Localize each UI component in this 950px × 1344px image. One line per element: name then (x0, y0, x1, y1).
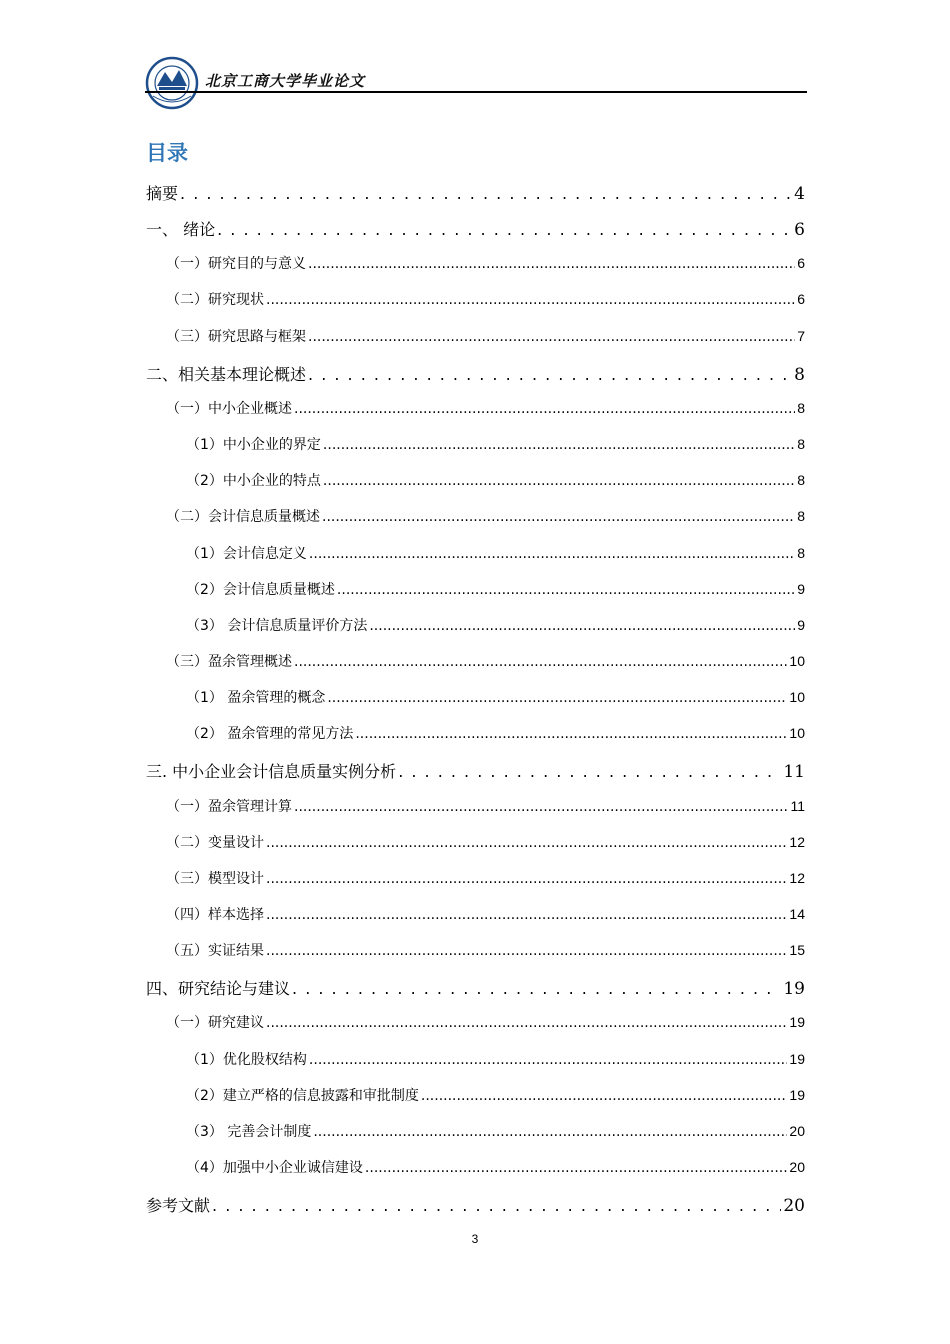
toc-entry-page: 11 (790, 797, 805, 814)
toc-entry[interactable] (186, 470, 805, 490)
toc-entry-title: （一）盈余管理计算 (166, 798, 292, 815)
toc-entry-page: 19 (789, 1014, 805, 1031)
toc-entry-page: 8 (794, 364, 805, 385)
toc-entry-page: 20 (789, 1159, 805, 1176)
toc-entry[interactable] (166, 398, 805, 418)
toc-entry[interactable] (186, 723, 805, 743)
toc-entry-title: （2） 盈余管理的常见方法 (186, 726, 354, 743)
toc-entry-title: （三）研究思路与框架 (166, 328, 306, 345)
toc-entry[interactable] (166, 651, 805, 671)
toc-entry[interactable] (146, 976, 805, 999)
toc-leader-dots (266, 835, 787, 851)
toc-entry-title: （二）会计信息质量概述 (166, 509, 320, 526)
toc-entry-title: （2）建立严格的信息披露和审批制度 (186, 1087, 419, 1104)
toc-entry-title: （二）研究现状 (166, 292, 264, 309)
toc-leader-dots (180, 184, 792, 203)
toc-entry-page: 6 (794, 220, 805, 241)
toc-entry-page: 8 (797, 399, 805, 416)
toc-entry-title: 摘要 (146, 184, 179, 203)
toc-entry-page: 15 (789, 942, 805, 959)
toc-entry-title: （一）中小企业概述 (166, 400, 292, 417)
toc-leader-dots (266, 292, 795, 308)
toc-leader-dots (266, 1015, 787, 1031)
toc-entry[interactable] (146, 181, 805, 204)
toc-entry-page: 20 (789, 1122, 805, 1139)
toc-entry-title: （1）中小企业的界定 (186, 437, 321, 454)
toc-leader-dots (266, 943, 787, 959)
toc-entry-title: 三. 中小企业会计信息质量实例分析 (146, 762, 397, 782)
toc-entry[interactable] (186, 434, 805, 454)
toc-leader-dots (266, 907, 787, 923)
toc-leader-dots (355, 726, 787, 742)
toc-entry-page: 7 (797, 327, 805, 344)
toc-entry-title: （一）研究目的与意义 (166, 256, 306, 273)
toc-leader-dots (369, 618, 795, 634)
toc-entry-page: 8 (797, 472, 805, 489)
toc-entry[interactable] (166, 832, 805, 852)
toc-entry[interactable] (166, 796, 805, 816)
toc-entry[interactable] (166, 904, 805, 924)
toc-entry[interactable] (186, 615, 805, 635)
toc-entry-title: （4）加强中小企业诚信建设 (186, 1160, 363, 1177)
toc-entry[interactable] (186, 1085, 805, 1105)
toc-entry-page: 4 (794, 184, 805, 204)
toc-entry-title: 参考文献 (146, 1196, 211, 1216)
header-title: 北京工商大学毕业论文 (205, 72, 366, 90)
toc-leader-dots (323, 437, 795, 453)
toc-leader-dots (308, 256, 795, 272)
toc-leader-dots (323, 473, 795, 489)
toc-leader-dots (217, 220, 792, 239)
toc-entry-page: 12 (789, 833, 805, 850)
toc-entry-page: 10 (789, 725, 805, 742)
toc-entry-title: 二、相关基本理论概述 (146, 364, 307, 384)
toc-leader-dots (309, 546, 795, 562)
toc-entry-page: 8 (797, 508, 805, 525)
toc-leader-dots (294, 401, 795, 417)
toc-entry[interactable] (146, 217, 805, 240)
toc-entry[interactable] (186, 687, 805, 707)
toc-entry-title: 一、 绪论 (146, 220, 216, 240)
toc-entry[interactable] (146, 759, 805, 782)
page-number: 3 (471, 1232, 479, 1246)
toc-entry[interactable] (186, 1049, 805, 1069)
toc-leader-dots (322, 509, 795, 525)
toc-entry-title: 四、研究结论与建议 (146, 979, 291, 999)
toc-entry-page: 20 (783, 1196, 805, 1217)
toc-leader-dots (266, 871, 787, 887)
toc-entry[interactable] (166, 506, 805, 526)
toc-leader-dots (308, 329, 795, 345)
toc-entry-title: （三）模型设计 (166, 870, 264, 887)
toc-entry-page: 6 (797, 291, 805, 308)
toc-entry-title: （三）盈余管理概述 (166, 653, 292, 670)
toc-entry[interactable] (186, 579, 805, 599)
toc-entry-page: 9 (797, 616, 805, 633)
toc-entry-title: （1）会计信息定义 (186, 545, 307, 562)
toc-entry-page: 8 (797, 436, 805, 453)
toc-entry-page: 8 (797, 544, 805, 561)
toc-entry-page: 12 (789, 869, 805, 886)
toc-entry-page: 10 (789, 689, 805, 706)
toc-entry[interactable] (166, 868, 805, 888)
toc-entry-title: （1）优化股权结构 (186, 1051, 307, 1068)
toc-leader-dots (421, 1088, 788, 1104)
toc-entry-title: （五）实证结果 (166, 943, 264, 960)
toc-leader-dots (327, 690, 787, 706)
toc-leader-dots (294, 799, 788, 815)
toc-entry-page: 19 (783, 979, 805, 1000)
toc-entry-title: （1） 盈余管理的概念 (186, 690, 326, 707)
toc-leader-dots (212, 1196, 781, 1215)
toc-entry-title: （3） 会计信息质量评价方法 (186, 617, 368, 634)
toc-leader-dots (308, 365, 792, 384)
toc-entry-title: （2）中小企业的特点 (186, 473, 321, 490)
toc-entry-title: （四）样本选择 (166, 907, 264, 923)
toc-entry-page: 11 (783, 762, 805, 783)
toc-entry-page: 9 (797, 580, 805, 597)
toc-entry-page: 14 (789, 906, 805, 922)
toc-leader-dots (365, 1160, 788, 1176)
toc-entry-page: 19 (789, 1086, 805, 1103)
toc-entry[interactable] (166, 253, 805, 273)
toc-entry[interactable] (166, 326, 805, 346)
toc-entry-page: 6 (797, 255, 805, 272)
toc-entry[interactable] (186, 1121, 805, 1141)
toc-entry[interactable] (166, 940, 805, 960)
toc-entry[interactable] (146, 1193, 805, 1216)
toc-leader-dots (294, 654, 787, 670)
toc-leader-dots (292, 979, 781, 998)
toc-heading: 目录 (146, 141, 188, 165)
toc-entry-title: （2）会计信息质量概述 (186, 581, 335, 598)
toc-entry-page: 10 (789, 652, 805, 669)
toc-entry-page: 19 (789, 1050, 805, 1067)
toc-entry[interactable] (186, 1157, 805, 1177)
toc-entry[interactable] (166, 1012, 805, 1032)
toc-leader-dots (398, 762, 781, 781)
toc-entry-title: （3） 完善会计制度 (186, 1123, 312, 1140)
toc-entry[interactable] (146, 362, 805, 385)
toc-leader-dots (309, 1052, 788, 1068)
toc-leader-dots (313, 1124, 787, 1140)
toc-entry-title: （二）变量设计 (166, 834, 264, 851)
toc-leader-dots (337, 582, 795, 598)
toc-entry[interactable] (166, 289, 805, 309)
toc-entry-title: （一）研究建议 (166, 1015, 264, 1032)
toc-entry[interactable] (186, 543, 805, 563)
